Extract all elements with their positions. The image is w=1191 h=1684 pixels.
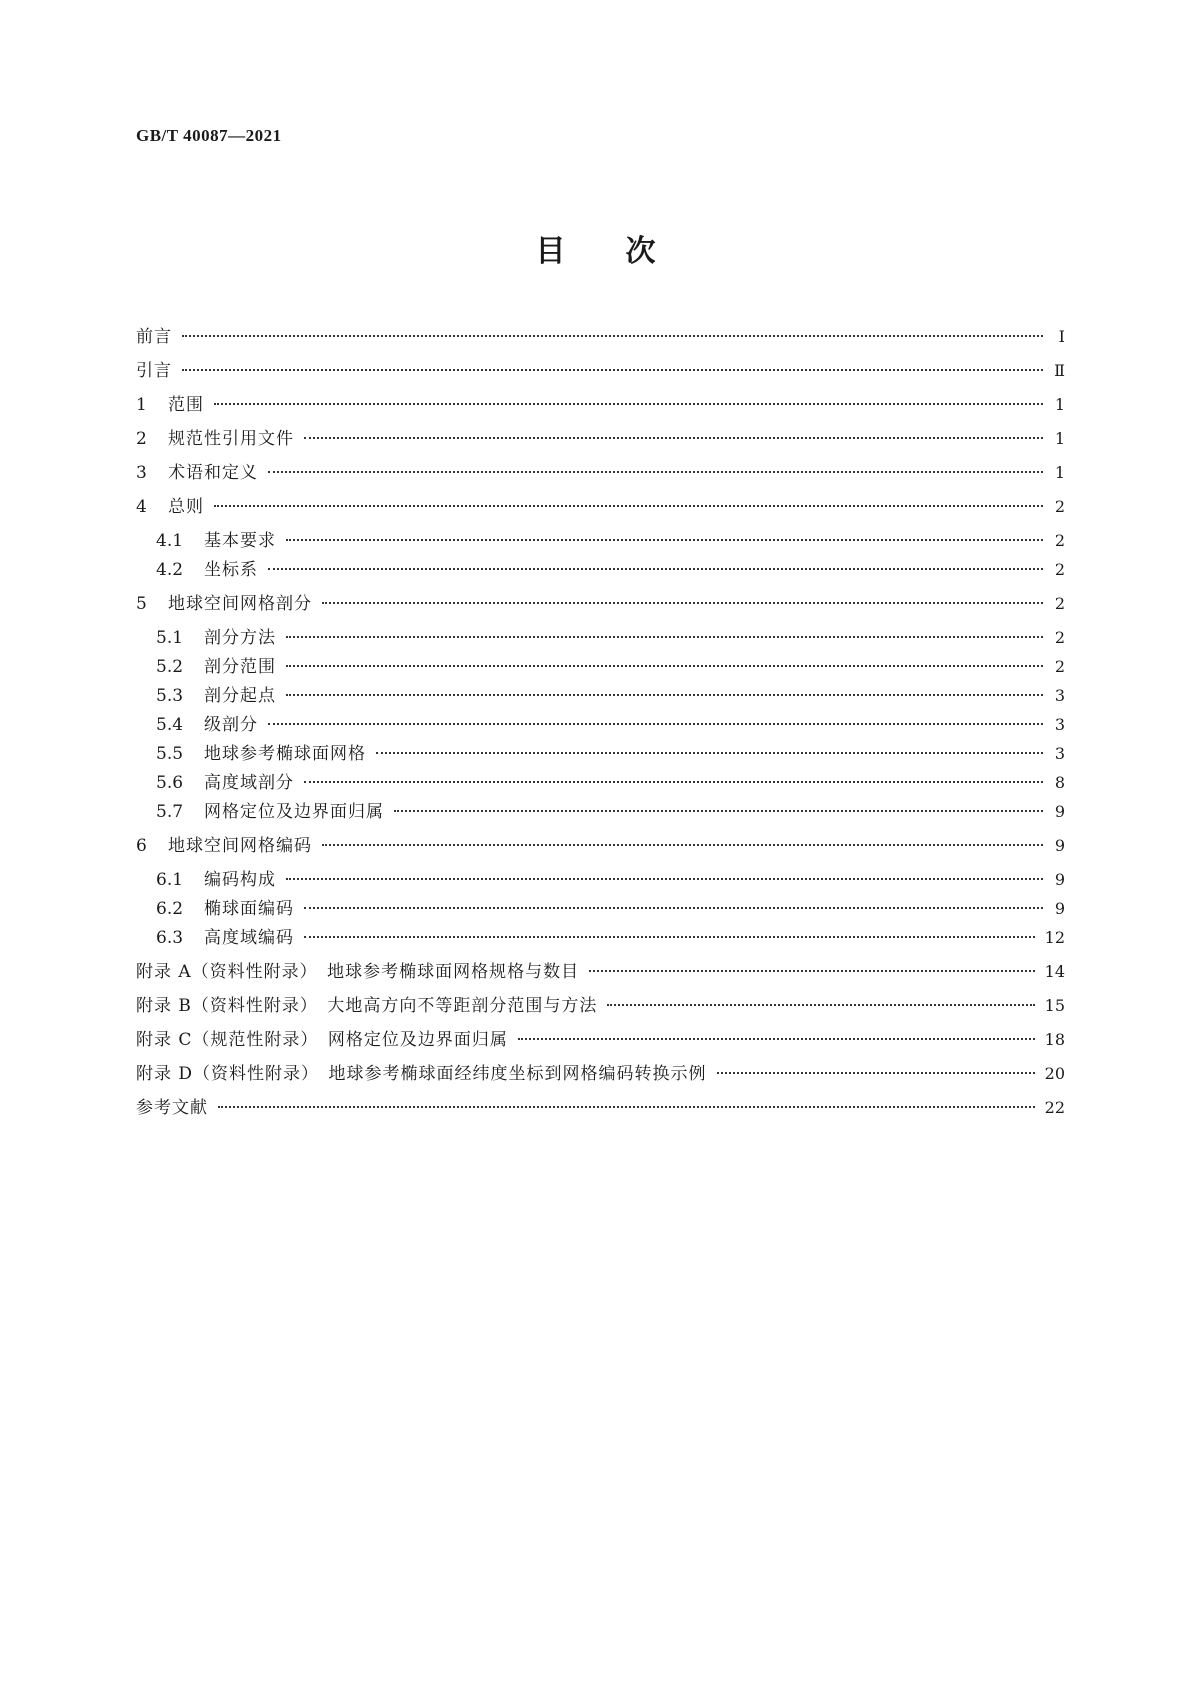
dot-leader [376,752,1043,754]
dot-leader [286,878,1043,880]
standard-number: GB/T 40087—2021 [136,126,282,145]
toc-entry-label: 地球空间网格剖分 [168,594,312,614]
dot-leader [589,970,1034,972]
toc-entry[interactable] [136,991,1065,1016]
toc-entry[interactable] [136,894,1065,919]
toc-entry-number: 3 [136,463,147,483]
toc-entry[interactable] [136,865,1065,890]
dot-leader [304,907,1043,909]
toc-entry-label: 地球参考椭球面网格 [204,744,366,764]
toc-entry-number: 4.2 [156,560,184,580]
toc-entry[interactable] [136,768,1065,793]
toc-entry-number: 6.1 [156,870,184,890]
toc-entry-page: Ⅱ [1054,361,1065,380]
toc-entry-label: 规范性引用文件 [168,429,294,449]
toc-entry-number: 4 [136,497,147,517]
dot-leader [518,1038,1035,1040]
toc-entry-number: 2 [136,429,147,449]
toc-entry-page: Ⅰ [1058,327,1065,346]
toc-entry-page: 2 [1054,531,1065,550]
dot-leader [218,1106,1035,1108]
toc-entry-label: 范围 [168,395,204,415]
toc-entry-page: 3 [1054,744,1065,763]
dot-leader [322,844,1043,846]
dot-leader [286,636,1043,638]
dot-leader [607,1004,1034,1006]
toc-entry[interactable] [136,831,1065,856]
toc-entry-number: 5.3 [156,686,184,706]
toc-entry-page: 2 [1054,594,1065,613]
toc-entry[interactable] [136,797,1065,822]
dot-leader [304,781,1043,783]
dot-leader [394,810,1043,812]
toc-entry-number: 6.3 [156,928,184,948]
toc-entry-label: 剖分方法 [204,628,276,648]
toc-entry-number: 5.7 [156,802,184,822]
toc-entry[interactable] [136,1025,1065,1050]
toc-entry[interactable] [136,652,1065,677]
toc-entry[interactable] [136,526,1065,551]
toc-entry[interactable] [136,681,1065,706]
toc-entry-page: 2 [1054,628,1065,647]
toc-entry[interactable] [136,322,1065,347]
toc-entry-number: 6 [136,836,147,856]
toc-entry-number: 6.2 [156,899,184,919]
toc-entry-page: 2 [1054,560,1065,579]
toc-entry[interactable] [136,458,1065,483]
toc-entry-page: 22 [1044,1098,1065,1117]
toc-entry-page: 18 [1044,1030,1065,1049]
dot-leader [322,602,1043,604]
toc-entry-page: 20 [1044,1064,1065,1083]
toc-entry-number: 5 [136,594,147,614]
toc-entry-number: 1 [136,395,147,415]
toc-entry-page: 3 [1054,715,1065,734]
dot-leader [286,694,1043,696]
toc-entry-number: 5.6 [156,773,184,793]
dot-leader [286,539,1043,541]
toc-entry-page: 2 [1054,497,1065,516]
toc-entry-label: 附录 A（资料性附录） 地球参考椭球面网格规格与数目 [136,962,580,982]
dot-leader [286,665,1043,667]
toc-entry[interactable] [136,492,1065,517]
toc-entry[interactable] [136,1093,1065,1118]
dot-leader [214,505,1043,507]
toc-entry-label: 引言 [136,361,172,381]
toc-entry-number: 4.1 [156,531,184,551]
toc-entry-number: 5.4 [156,715,184,735]
dot-leader [214,403,1043,405]
toc-entry-page: 14 [1044,962,1065,981]
toc-entry-label: 前言 [136,327,172,347]
toc-entry-label: 坐标系 [204,560,258,580]
dot-leader [304,437,1043,439]
toc-entry[interactable] [136,555,1065,580]
toc-entry-label: 剖分起点 [204,686,276,706]
toc-entry-label: 级剖分 [204,715,258,735]
dot-leader [268,723,1043,725]
toc-entry-number: 5.5 [156,744,184,764]
toc-entry[interactable] [136,623,1065,648]
toc-entry-page: 8 [1054,773,1065,792]
toc-entry-page: 9 [1054,899,1065,918]
toc-entry[interactable] [136,356,1065,381]
page-title: 目次 [535,234,716,269]
toc-entry-page: 1 [1054,463,1065,482]
toc-entry-page: 9 [1054,870,1065,889]
toc-entry-page: 9 [1054,802,1065,821]
dot-leader [304,936,1035,938]
toc-entry-label: 总则 [168,497,204,517]
toc-entry-label: 地球空间网格编码 [168,836,312,856]
dot-leader [182,369,1043,371]
toc-entry-label: 附录 C（规范性附录） 网格定位及边界面归属 [136,1030,508,1050]
toc-entry-page: 2 [1054,657,1065,676]
toc-entry[interactable] [136,589,1065,614]
toc-entry[interactable] [136,424,1065,449]
table-of-contents [136,322,1065,1118]
toc-entry-page: 9 [1054,836,1065,855]
toc-entry[interactable] [136,923,1065,948]
toc-entry-label: 高度域剖分 [204,773,294,793]
dot-leader [268,568,1043,570]
toc-entry-label: 编码构成 [204,870,276,890]
toc-entry[interactable] [136,710,1065,735]
toc-entry-label: 网格定位及边界面归属 [204,802,384,822]
toc-entry[interactable] [136,957,1065,982]
toc-entry[interactable] [136,1059,1065,1084]
toc-entry-page: 3 [1054,686,1065,705]
toc-entry-page: 1 [1054,429,1065,448]
toc-entry-page: 1 [1054,395,1065,414]
toc-entry[interactable] [136,390,1065,415]
toc-entry[interactable] [136,739,1065,764]
toc-entry-label: 附录 D（资料性附录） 地球参考椭球面经纬度坐标到网格编码转换示例 [136,1064,707,1084]
toc-entry-page: 15 [1044,996,1065,1015]
toc-entry-label: 附录 B（资料性附录） 大地高方向不等距剖分范围与方法 [136,996,598,1016]
dot-leader [182,335,1043,337]
toc-entry-label: 术语和定义 [168,463,258,483]
dot-leader [268,471,1043,473]
toc-entry-label: 参考文献 [136,1098,208,1118]
toc-entry-label: 高度域编码 [204,928,294,948]
toc-entry-page: 12 [1044,928,1065,947]
toc-entry-label: 椭球面编码 [204,899,294,919]
toc-entry-number: 5.1 [156,628,184,648]
dot-leader [717,1072,1035,1074]
toc-entry-label: 剖分范围 [204,657,276,677]
toc-entry-label: 基本要求 [204,531,276,551]
toc-entry-number: 5.2 [156,657,184,677]
